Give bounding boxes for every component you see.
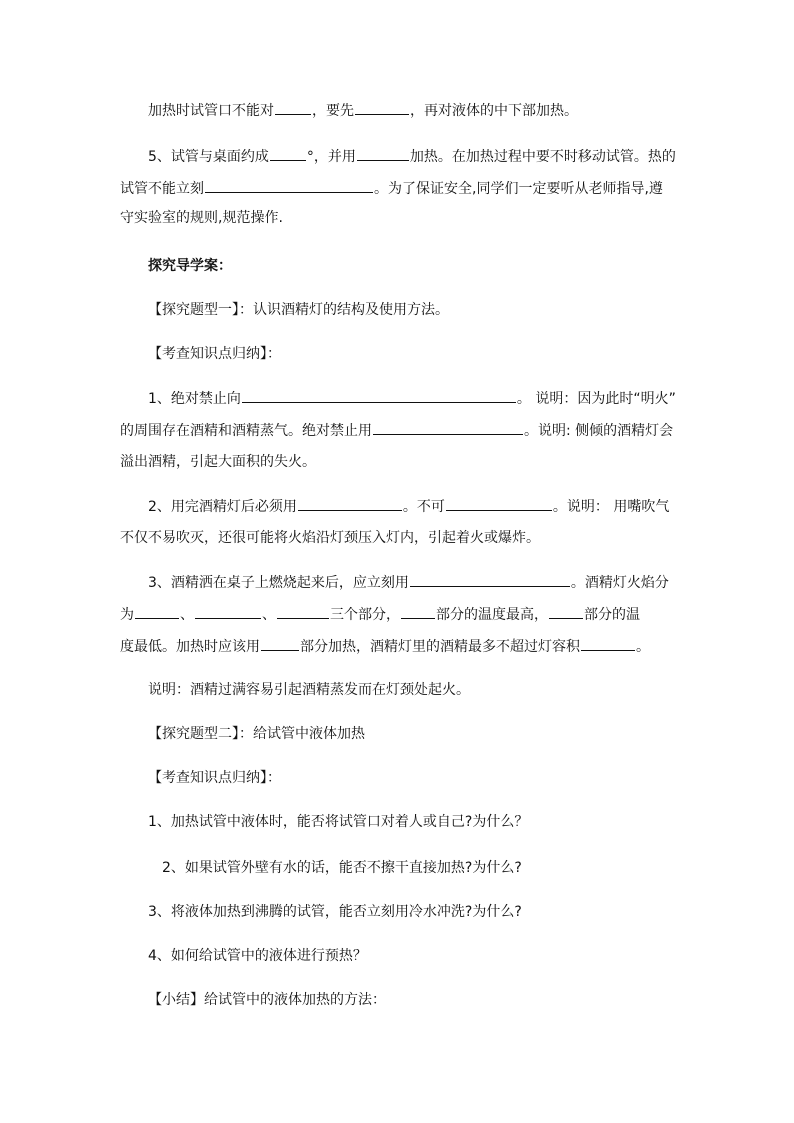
text: 不仅不易吹灭，还很可能将火焰沿灯颈压入灯内，引起着火或爆炸。 [120, 530, 540, 546]
text: 加热。在加热过程中要不时移动试管。热的 [409, 149, 676, 165]
fill-blank[interactable] [549, 604, 583, 619]
fill-blank[interactable] [261, 636, 299, 651]
text: 。 说明：因为此时“明火” [516, 391, 676, 407]
question1-line2 [120, 420, 673, 441]
text: 的周围存在酒精和酒精蒸气。绝对禁止用 [120, 423, 372, 439]
paragraph-5-line3 [120, 208, 283, 228]
text: 试管不能立刻 [120, 181, 204, 197]
text: 部分的温 [584, 607, 640, 623]
text: 。说明: 侧倾的酒精灯会 [524, 423, 674, 439]
text: ，再对液体的中下部加热。 [410, 103, 578, 119]
fill-blank[interactable] [581, 636, 635, 651]
text: 三个部分， [330, 607, 400, 623]
text: 守实验室的规则,规范操作. [120, 210, 283, 226]
fill-blank[interactable] [275, 100, 311, 115]
question1-line1 [148, 388, 676, 409]
knowledge2-heading: 【考查知识点归纳】： [148, 770, 281, 786]
text: 。 [636, 639, 650, 655]
list-item: 3、将液体加热到沸腾的试管，能否立刻用冷水冲洗?为什么? [148, 904, 522, 920]
text: 度最低。加热时应该用 [120, 639, 260, 655]
summary-heading: 【小结】给试管中的液体加热的方法： [148, 992, 386, 1008]
text: 1、绝对禁止向 [148, 391, 241, 407]
knowledge1-heading: 【考查知识点归纳】： [148, 346, 281, 362]
text: 、 [180, 607, 194, 623]
paragraph-heating-tip [148, 100, 578, 121]
fill-blank[interactable] [195, 604, 261, 619]
question3-line1 [148, 572, 669, 593]
question2-line1 [148, 496, 669, 517]
section-title: 探究导学案： [148, 258, 232, 274]
fill-blank[interactable] [355, 100, 409, 115]
question3-line2 [120, 604, 640, 625]
text: 3、酒精洒在桌子上燃烧起来后，应立刻用 [148, 575, 409, 591]
question1-line3 [120, 452, 316, 472]
text: 。酒精灯火焰分 [570, 575, 669, 591]
fill-blank[interactable] [205, 178, 373, 193]
paragraph-5-line1 [148, 146, 676, 167]
fill-blank[interactable] [373, 420, 523, 435]
text: 部分加热，酒精灯里的酒精最多不超过灯容积 [300, 639, 580, 655]
fill-blank[interactable] [446, 496, 552, 511]
text: 。不可 [402, 499, 445, 515]
fill-blank[interactable] [357, 146, 409, 161]
note: 说明：酒精过满容易引起酒精蒸发而在灯颈处起火。 [148, 682, 470, 698]
list-item: 4、如何给试管中的液体进行预热？ [148, 948, 367, 964]
type2-heading: 【探究题型二】：给试管中液体加热 [148, 726, 365, 742]
text: 、 [262, 607, 276, 623]
question2-line2 [120, 528, 540, 548]
fill-blank[interactable] [401, 604, 435, 619]
text: 加热时试管口不能对 [148, 103, 274, 119]
text: 2、用完酒精灯后必须用 [148, 499, 297, 515]
list-item: 1、加热试管中液体时，能否将试管口对着人或自己?为什么？ [148, 814, 529, 830]
question3-line3 [120, 636, 650, 657]
text: 为 [120, 607, 134, 623]
text: ，要先 [312, 103, 354, 119]
fill-blank[interactable] [270, 146, 306, 161]
text: 溢出酒精，引起大面积的失火。 [120, 454, 316, 470]
list-item: 2、如果试管外壁有水的话，能否不擦干直接加热?为什么? [162, 860, 522, 876]
text: 部分的温度最高， [436, 607, 548, 623]
fill-blank[interactable] [410, 572, 570, 587]
type1-heading: 【探究题型一】：认识酒精灯的结构及使用方法。 [148, 302, 449, 318]
fill-blank[interactable] [277, 604, 329, 619]
fill-blank[interactable] [242, 388, 516, 403]
text: 。为了保证安全,同学们一定要听从老师指导,遵 [374, 181, 663, 197]
text: 。说明： 用嘴吹气 [552, 499, 670, 515]
text: 5、试管与桌面约成 [148, 149, 269, 165]
paragraph-5-line2 [120, 178, 663, 199]
fill-blank[interactable] [298, 496, 402, 511]
fill-blank[interactable] [135, 604, 179, 619]
text: °，并用 [306, 149, 356, 165]
